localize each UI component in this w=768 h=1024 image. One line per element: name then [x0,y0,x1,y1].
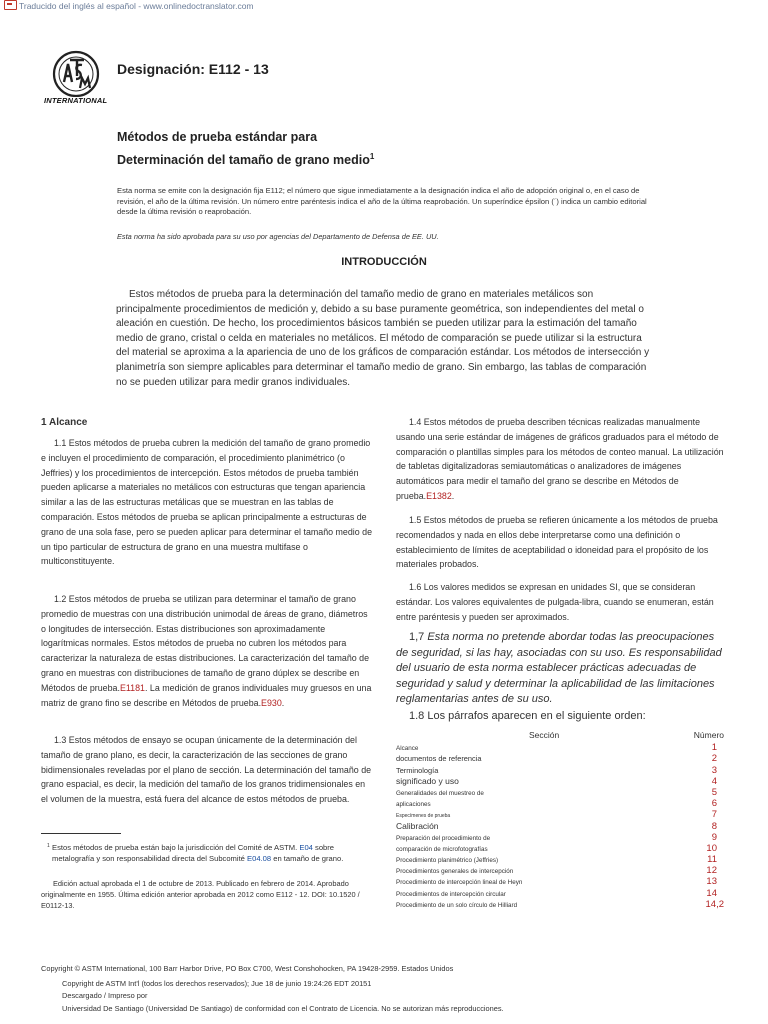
paragraph-1-3-text: 1.3 Estos métodos de ensayo se ocupan únicamente de la determinación del tamaño de grano plano, es decir, la caracterización de las secciones de grano bidimensionales reveladas por el plano de sección. La determinación del tamaño de grano espacial, es decir, la medición del tamaño de los granos tridimensionales en el volumen de la muestra, está fuera del alcance de estos métodos de prueba. [41,735,372,805]
table-row [396,854,726,865]
row-label: Procedimiento de un solo círculo de Hilliard [396,901,518,909]
row-label: documentos de referencia [396,754,482,764]
row-number-link[interactable]: 4 [711,775,717,787]
license-line-1 [62,978,702,990]
row-number-link[interactable]: 3 [711,764,717,776]
table-row [396,899,726,910]
row-label: Terminología [396,765,439,775]
table-row [396,832,726,843]
translation-banner-text: Traducido del inglés al español - www.onlinedoctranslator.com [19,1,254,11]
paragraph-1-6 [396,580,727,624]
row-label: significado y uso [396,775,459,786]
paragraph-1-1 [41,436,374,569]
intro-heading: INTRODUCCIÓN [341,256,427,268]
paragraph-1-2-text-c: . [281,697,285,708]
row-label: aplicaciones [396,801,431,809]
row-number-link[interactable]: 8 [711,820,717,832]
translate-icon [4,0,17,10]
title-line2 [117,152,374,167]
row-label: Procedimiento de intercepción lineal de Heyn [396,879,523,887]
table-row [396,887,726,898]
paragraph-1-3 [41,733,374,807]
row-label: Procedimientos generales de intercepción [396,868,514,876]
designation: Designación: E112 - 13 [117,61,269,77]
row-number-link[interactable]: 13 [706,876,717,888]
footnote-1 [47,842,372,864]
footnote-1-mark: 1 [47,843,50,849]
paragraph-1-2 [41,592,374,710]
title-line2-text: Determinación del tamaño de grano medio [117,153,370,168]
ref-link-e1181[interactable]: E1181 [119,682,145,693]
license-notice [62,978,702,1015]
table-row [396,764,726,775]
column-header-number: Número [693,730,724,740]
paragraph-1-7 [396,630,727,708]
title-line1: Métodos de prueba estándar para [117,130,318,144]
row-number-link[interactable]: 5 [711,786,717,798]
table-row [396,787,726,798]
paragraph-1-5 [396,513,727,572]
row-number-link[interactable]: 14,2 [705,898,724,910]
row-label: Procedimiento planimétrico (Jeffries) [396,857,499,865]
license-line-1-sup: 1 [367,979,372,988]
contents-table [396,730,726,910]
ref-link-e04-08[interactable]: E04.08 [247,854,272,863]
paragraph-1-4 [396,415,727,504]
section-heading-text: 1 Alcance [41,417,88,428]
paragraph-1-4-text-a: 1.4 Estos métodos de prueba describen técnicas realizadas manualmente usando una serie estándar de imágenes de gráficos graduados para el método de comparación o plantillas simples para los métodos de conteo manual. La utilización de tabletas digitalizadoras semiautomáticas o analizadores de imágenes automáticos para medir el tamaño del grano se describe en Métodos de prueba. [396,417,724,501]
license-line-1-text: Copyright de ASTM Int'l (todos los derechos reservados); Jue 18 de junio 19:24:26 EDT 2015 [62,979,368,988]
paragraph-1-4-text-b: . [451,490,455,501]
ref-link-e1382[interactable]: E1382 [426,490,452,501]
table-row [396,843,726,854]
table-row [396,753,726,764]
row-label: Generalidades del muestreo de [396,789,484,797]
ref-link-e04[interactable]: E04 [299,843,313,852]
contents-table-header [396,730,726,742]
table-row [396,742,726,753]
logo-wordmark: INTERNATIONAL [44,96,108,105]
row-number-link[interactable]: 11 [707,854,717,866]
footnote-divider [41,833,121,834]
table-row [396,798,726,809]
row-label: Alcance [396,745,419,753]
standard-note: Esta norma se emite con la designación fija E112; el número que sigue inmediatamente a la designación indica el año de adopción original o, en el caso de revisión, el año de la última revisión. Un número entre paréntesis indica el año de la última reaprobación. Un superíndice épsilon (´) indica un cambio editorial desde la última revisión o reaprobación. [117,186,647,216]
section1-heading [41,415,374,431]
astm-logo [42,48,110,108]
row-number-link[interactable]: 14 [706,887,717,899]
row-number-link[interactable]: 7 [711,809,717,821]
paragraph-1-7-text: Esta norma no pretende abordar todas las preocupaciones de seguridad, si las hay, asociadas con su uso. Es responsabilidad del usuario de esta norma establecer prácticas adecuadas de seguridad y salud y determinar la aplicabilidad de las limitaciones reglamentarias antes de su uso. [396,631,722,706]
row-number-link[interactable]: 1 [711,742,717,754]
footnote-1-text-a: Estos métodos de prueba están bajo la jurisdicción del Comité de ASTM. [52,843,298,852]
table-row [396,865,726,876]
footnote-2: Edición actual aprobada el 1 de octubre de 2013. Publicado en febrero de 2014. Aprobado originalmente en 1955. Última edición anterior aprobada en 2012 como E112 - 12. DOI: 10.1520 / E0112-13. [41,879,360,910]
ref-link-e930[interactable]: E930 [261,697,282,708]
paragraph-1-5-text: 1.5 Estos métodos de prueba se refieren únicamente a los métodos de prueba recomendados y nada en ellos debe interpretarse como una definición o establecimiento de límites de aceptabilidad o idoneidad para el propósito de los materiales probados. [396,515,718,570]
paragraph-1-6-text: 1.6 Los valores medidos se expresan en unidades SI, que se consideran estándar. Los valores equivalentes de pulgada-libra, cuando se enumeran, están entre paréntesis y pueden ser aproximados. [396,582,714,622]
footnote-1-text-c: en tamaño de grano. [273,854,344,863]
copyright-line: Copyright © ASTM International, 100 Barr Harbor Drive, PO Box C700, West Conshohocken, PA 19428-2959. Estados Unidos [41,964,454,973]
row-number-link[interactable]: 10 [706,842,717,854]
row-label: comparación de microfotografías [396,845,488,853]
paragraph-1-1-text: 1.1 Estos métodos de prueba cubren la medición del tamaño de grano promedio e incluyen el procedimiento de comparación, el procedimiento planimétrico (o Jeffries) y los procedimientos de intercepción. Estos métodos de prueba también pueden aplicarse a materiales no metálicos con estructuras que tengan apariencia similar a las de las estructuras metálicas que se muestran en las tablas de comparación. Estos métodos de prueba se aplican principalmente a estructuras de grano de una sola fase, pero se pueden aplicar para determinar el tamaño medio de un tipo particular de estructura de grano en una muestra multifase o multiconstituyente. [41,438,373,567]
paragraph-1-7-number: 1,7 [409,631,425,643]
license-line-2: Descargado / Impreso por [62,991,148,1001]
paragraph-1-2-text-b: . La medición de granos individuales muy gruesos en una matriz de grano fino se describe en Métodos de prueba. [41,682,372,708]
row-number-link[interactable]: 12 [706,865,717,877]
table-row [396,876,726,887]
row-label: Especímenes de prueba [396,813,451,820]
row-label: Procedimientos de intercepción circular [396,890,506,898]
row-number-link[interactable]: 6 [711,798,717,810]
column-header-section: Sección [529,730,560,740]
paragraph-1-8: 1.8 Los párrafos aparecen en el siguiente orden: [409,710,646,722]
row-number-link[interactable]: 9 [711,831,717,843]
row-number-link[interactable]: 2 [711,753,717,765]
translation-banner[interactable] [4,0,254,11]
license-line-3: Universidad De Santiago (Universidad De Santiago) de conformidad con el Contrato de Licencia. No se autorizan más reproducciones. [62,1003,504,1013]
paragraph-1-2-text-a: 1.2 Estos métodos de prueba se utilizan para determinar el tamaño de grano promedio de muestras con una distribución unimodal de áreas de grano, diámetros o longitudes de intersección. Estas distribuciones son aproximadamente logarítmicas normales. Estos métodos de prueba no cubren los métodos para caracterizar la naturaleza de estas distribuciones. La caracterización del tamaño de grano en muestras con distribuciones de tamaño de grano dúplex se describe en Métodos de prueba. [41,594,370,693]
table-row [396,776,726,787]
table-row [396,809,726,820]
table-row [396,820,726,831]
approval-note: Esta norma ha sido aprobada para su uso por agencias del Departamento de Defensa de EE. UU. [117,232,439,241]
intro-paragraph: Estos métodos de prueba para la determinación del tamaño medio de grano en materiales metálicos son principalmente procedimientos de medición y, debido a su base puramente geométrica, son independientes del metal o aleación en cuestión. De hecho, los procedimientos básicos también se pueden utilizar para la estimación del tamaño medio de grano, cristal o celda en materiales no metálicos. El método de comparación se puede utilizar si la estructura del material se aproxima a la apariencia de uno de los gráficos de comparación estándar. Los métodos de intersección y planimetría son siempre aplicables para determinar el tamaño medio de grano. Sin embargo, las tablas de comparación no se pueden utilizar para medir granos individuales. [116,289,650,388]
row-label: Calibración [396,820,439,831]
row-label: Preparación del procedimiento de [396,834,491,842]
footnote-1-text-b: sobre metalografía y son responsabilidad directa del Subcomité [52,843,335,863]
title-footnote-mark: 1 [369,152,375,161]
